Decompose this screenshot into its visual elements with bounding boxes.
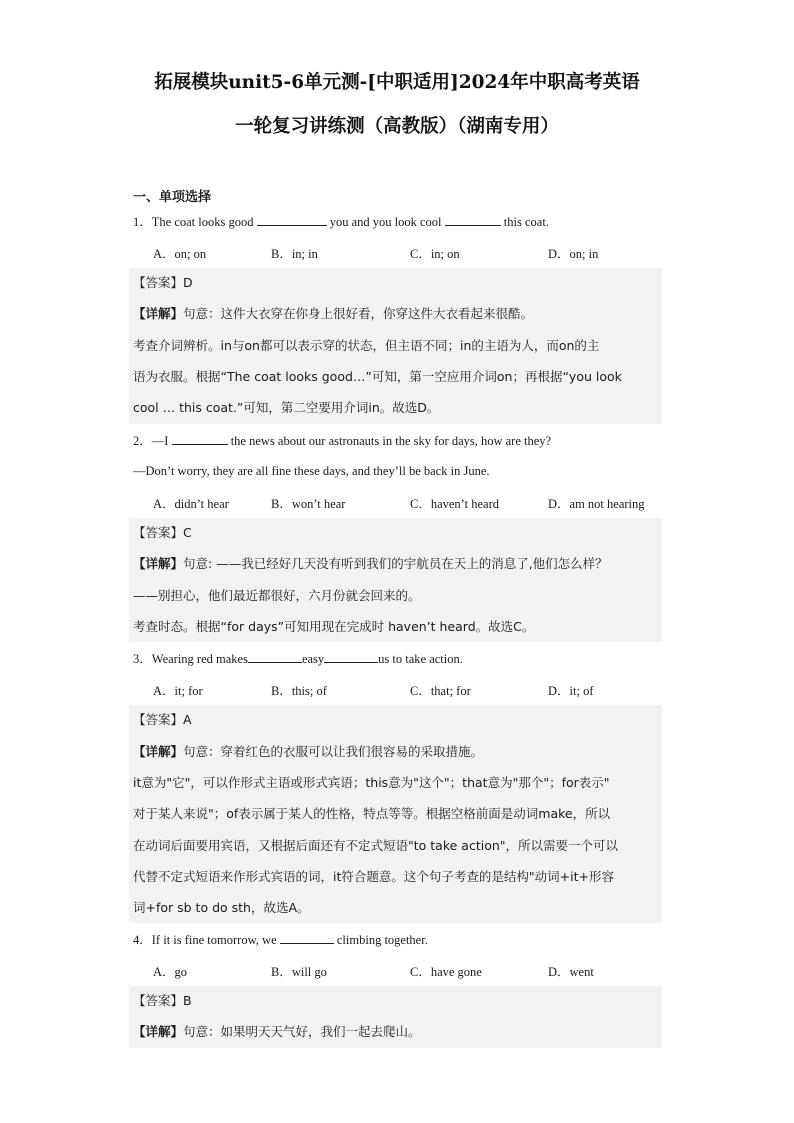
option-c: C．in; on: [410, 247, 460, 261]
question-1-detail: 【详解】句意：这件大衣穿在你身上很好看，你穿这件大衣看起来很酷。: [133, 306, 534, 321]
option-d: D．it; of: [548, 684, 594, 698]
section-heading: 一、单项选择: [133, 190, 212, 205]
option-b: B．won’t hear: [271, 497, 346, 511]
question-3-detail-line: 词+for sb to do sth，故选A。: [133, 900, 310, 915]
answer-blank: [248, 650, 302, 663]
option-b: B．this; of: [271, 684, 327, 698]
question-4-options: [133, 962, 663, 978]
option-b: B．in; in: [271, 247, 318, 261]
detail-label: 【详解】: [133, 1024, 184, 1039]
question-4-answer: 【答案】B: [133, 993, 192, 1008]
option-a: A．go: [153, 965, 188, 979]
detail-label: 【详解】: [133, 556, 184, 571]
question-3-options: [133, 681, 663, 697]
document-title-line-2: 一轮复习讲练测（高教版）（湖南专用）: [235, 116, 559, 137]
detail-label: 【详解】: [133, 744, 184, 759]
question-3-stem: 3．Wearing red makes easy us to take action.: [133, 652, 463, 666]
answer-blank: [280, 931, 334, 944]
answer-blank: [445, 213, 501, 226]
document-title-line-1: 拓展模块unit5-6单元测-[中职适用]2024年中职高考英语: [154, 72, 640, 93]
question-2-stem: 2．—I the news about our astronauts in the sky for days, how are they?: [133, 434, 552, 448]
question-1-answer: 【答案】D: [133, 275, 193, 290]
question-1-detail-line: 语为衣服。根据“The coat looks good…”可知，第一空应用介词on；再根据“you look: [133, 369, 622, 384]
question-4-detail: 【详解】句意：如果明天天气好，我们一起去爬山。: [133, 1024, 421, 1039]
option-c: C．that; for: [410, 684, 471, 698]
option-d: D．am not hearing: [548, 497, 645, 511]
option-c: C．haven’t heard: [410, 497, 499, 511]
question-number: 1．: [133, 215, 152, 229]
question-2-detail: 【详解】句意: ——我已经好几天没有听到我们的宇航员在天上的消息了,他们怎么样？: [133, 556, 608, 571]
answer-blank: [257, 213, 327, 226]
question-3-detail-line: 代替不定式短语来作形式宾语的词，it符合题意。这个句子考查的是结构"动词+it+形容: [133, 869, 614, 884]
option-d: D．went: [548, 965, 594, 979]
question-number: 3．: [133, 652, 152, 666]
question-1-stem: 1．The coat looks good you and you look cool this coat.: [133, 215, 549, 229]
question-2-stem-line-2: —Don’t worry, they are all fine these days, and they’ll be back in June.: [133, 464, 490, 478]
question-2-detail-line: 考查时态。根据“for days”可知用现在完成时 haven’t heard。故选C。: [133, 619, 535, 634]
question-3-answer: 【答案】A: [133, 712, 192, 727]
question-1-detail-line: 考查介词辨析。in与on都可以表示穿的状态，但主语不同；in的主语为人，而on的主: [133, 338, 600, 353]
question-3-detail-line: it意为"它"，可以作形式主语或形式宾语；this意为"这个"；that意为"那个"；for表示": [133, 775, 610, 790]
question-number: 2．: [133, 434, 152, 448]
answer-blank: [172, 432, 228, 445]
option-a: A．it; for: [153, 684, 203, 698]
question-3-detail-line: 对于某人来说"；of表示属于某人的性格，特点等等。根据空格前面是动词make，所以: [133, 806, 611, 821]
answer-blank: [324, 650, 378, 663]
question-1-options: [133, 244, 663, 260]
option-d: D．on; in: [548, 247, 599, 261]
question-1-detail-line: cool … this coat.”可知，第二空要用介词in。故选D。: [133, 400, 440, 415]
detail-label: 【详解】: [133, 306, 184, 321]
question-2-answer: 【答案】C: [133, 525, 192, 540]
question-2-options: [133, 494, 663, 510]
option-a: A．on; on: [153, 247, 207, 261]
option-c: C．have gone: [410, 965, 482, 979]
option-b: B．will go: [271, 965, 327, 979]
question-3-detail-line: 在动词后面要用宾语，又根据后面还有不定式短语"to take action"，所以需要一个可以: [133, 838, 619, 853]
question-4-stem: 4．If it is fine tomorrow, we climbing together.: [133, 933, 428, 947]
question-2-detail-line: ——别担心，他们最近都很好，六月份就会回来的。: [133, 588, 421, 603]
question-3-detail: 【详解】句意：穿着红色的衣服可以让我们很容易的采取措施。: [133, 744, 484, 759]
option-a: A．didn’t hear: [153, 497, 229, 511]
question-number: 4．: [133, 933, 152, 947]
